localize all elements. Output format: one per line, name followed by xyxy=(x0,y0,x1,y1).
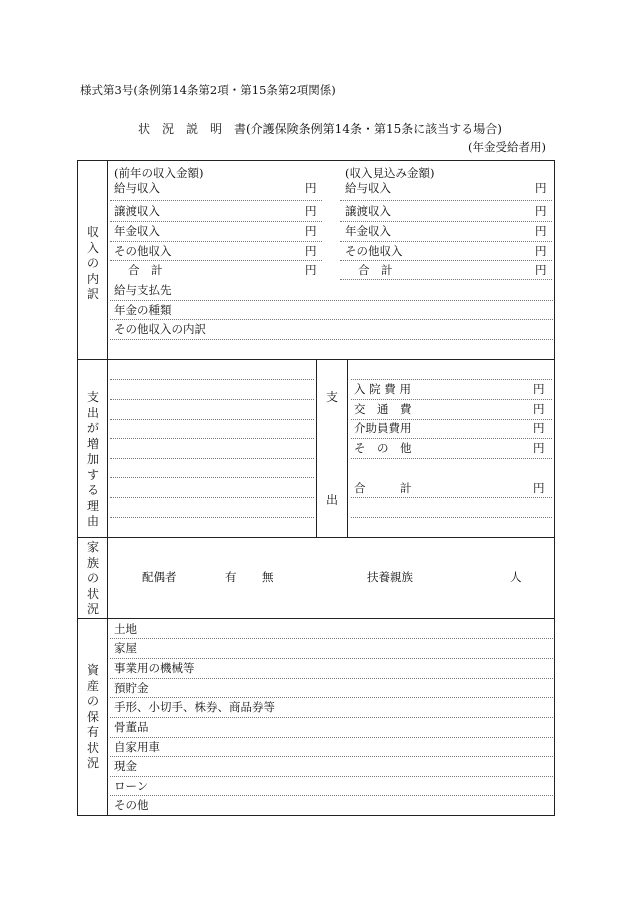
dotted-line xyxy=(110,399,314,400)
asset-car: 自家用車 xyxy=(114,740,160,754)
form-number: 様式第3号(条例第14条第2項・第15条第2項関係) xyxy=(80,83,336,97)
exp-pension-label: 年金収入 xyxy=(345,224,391,238)
label-column-divider xyxy=(107,160,108,816)
dotted-line xyxy=(340,279,552,280)
dotted-line xyxy=(351,438,552,439)
other-income-detail-label: その他収入の内訳 xyxy=(114,322,206,336)
salary-payer-label: 給与支払先 xyxy=(114,283,172,297)
dotted-line xyxy=(110,200,322,201)
dotted-line xyxy=(110,477,314,478)
prev-year-heading: (前年の収入金額) xyxy=(114,166,204,180)
pension-type-label: 年金の種類 xyxy=(114,303,172,317)
dotted-line xyxy=(351,458,552,459)
asset-cash: 現金 xyxy=(114,759,137,773)
expense-side-bottom: 出 xyxy=(326,493,339,507)
dotted-line xyxy=(351,517,552,518)
dotted-line xyxy=(340,221,552,222)
exp-transfer-label: 譲渡収入 xyxy=(345,204,391,218)
dependents-unit: 人 xyxy=(510,570,522,584)
dotted-line xyxy=(110,221,322,222)
dotted-line xyxy=(110,517,314,518)
dotted-line xyxy=(110,638,553,639)
prev-total-yen: 円 xyxy=(305,263,317,277)
asset-savings: 預貯金 xyxy=(114,681,149,695)
dotted-line xyxy=(110,458,314,459)
caregiver-cost-label: 介助員費用 xyxy=(354,421,412,435)
dotted-line xyxy=(110,379,314,380)
dotted-line xyxy=(110,339,553,340)
exp-salary-label: 給与収入 xyxy=(345,181,391,195)
prev-other-label: その他収入 xyxy=(114,244,172,258)
prev-transfer-label: 譲渡収入 xyxy=(114,204,160,218)
hospital-cost-label: 入 院 費 用 xyxy=(354,382,411,396)
dotted-line xyxy=(110,300,553,301)
exp-transfer-yen: 円 xyxy=(535,204,547,218)
prev-total-label: 合 計 xyxy=(128,263,163,277)
spouse-yes-option: 有 xyxy=(225,570,237,584)
dotted-line xyxy=(110,697,553,698)
asset-house: 家屋 xyxy=(114,641,137,655)
exp-total-label: 合 計 xyxy=(358,263,393,277)
asset-antiques: 骨董品 xyxy=(114,720,149,734)
dotted-line xyxy=(110,241,322,242)
expense-divider-left xyxy=(316,359,317,537)
prev-salary-yen: 円 xyxy=(305,181,317,195)
asset-securities: 手形、小切手、株券、商品券等 xyxy=(114,700,275,714)
expected-heading: (収入見込み金額) xyxy=(345,166,435,180)
asset-business-machinery: 事業用の機械等 xyxy=(114,661,195,675)
dotted-line xyxy=(110,776,553,777)
exp-pension-yen: 円 xyxy=(535,224,547,238)
section-divider xyxy=(77,618,555,619)
dotted-line xyxy=(110,319,553,320)
exp-salary-yen: 円 xyxy=(535,181,547,195)
prev-other-yen: 円 xyxy=(305,244,317,258)
dotted-line xyxy=(110,419,314,420)
expense-divider-right xyxy=(347,359,348,537)
expense-total-label: 合 計 xyxy=(354,481,412,495)
dotted-line xyxy=(110,737,553,738)
document-title: 状 況 説 明 書(介護保険条例第14条・第15条に該当する場合) xyxy=(138,122,502,136)
dotted-line xyxy=(351,379,552,380)
prev-pension-label: 年金収入 xyxy=(114,224,160,238)
prev-pension-yen: 円 xyxy=(305,224,317,238)
dotted-line xyxy=(340,200,552,201)
dotted-line xyxy=(110,260,322,261)
section-divider xyxy=(77,537,555,538)
prev-salary-label: 給与収入 xyxy=(114,181,160,195)
dotted-line xyxy=(351,419,552,420)
other-cost-label: そ の 他 xyxy=(354,441,412,455)
dotted-line xyxy=(110,717,553,718)
caregiver-cost-yen: 円 xyxy=(533,421,545,435)
dotted-line xyxy=(110,497,314,498)
hospital-cost-yen: 円 xyxy=(533,382,545,396)
dotted-line xyxy=(340,241,552,242)
dependents-label: 扶養親族 xyxy=(367,570,413,584)
other-cost-yen: 円 xyxy=(533,441,545,455)
dotted-line xyxy=(110,438,314,439)
exp-total-yen: 円 xyxy=(535,263,547,277)
asset-other: その他 xyxy=(114,798,149,812)
exp-other-yen: 円 xyxy=(535,244,547,258)
family-section-label: 家族の状況 xyxy=(86,540,99,616)
expense-total-yen: 円 xyxy=(533,481,545,495)
dotted-line xyxy=(110,795,553,796)
expense-section-label: 支出が増加する理由 xyxy=(86,390,99,528)
expense-side-top: 支 xyxy=(326,390,339,404)
dotted-line xyxy=(110,678,553,679)
dotted-line xyxy=(351,497,552,498)
dotted-line xyxy=(110,658,553,659)
transport-cost-yen: 円 xyxy=(533,402,545,416)
document-subtitle: (年金受給者用) xyxy=(468,140,546,154)
assets-section-label: 資産の保有状況 xyxy=(86,663,99,770)
asset-land: 土地 xyxy=(114,622,137,636)
spouse-no-option: 無 xyxy=(262,570,274,584)
income-section-label: 収入の内訳 xyxy=(86,225,99,301)
dotted-line xyxy=(110,756,553,757)
asset-loan: ローン xyxy=(114,779,149,793)
transport-cost-label: 交 通 費 xyxy=(354,402,412,416)
spouse-label: 配偶者 xyxy=(142,570,177,584)
dotted-line xyxy=(351,399,552,400)
exp-other-label: その他収入 xyxy=(345,244,403,258)
prev-transfer-yen: 円 xyxy=(305,204,317,218)
dotted-line xyxy=(340,260,552,261)
